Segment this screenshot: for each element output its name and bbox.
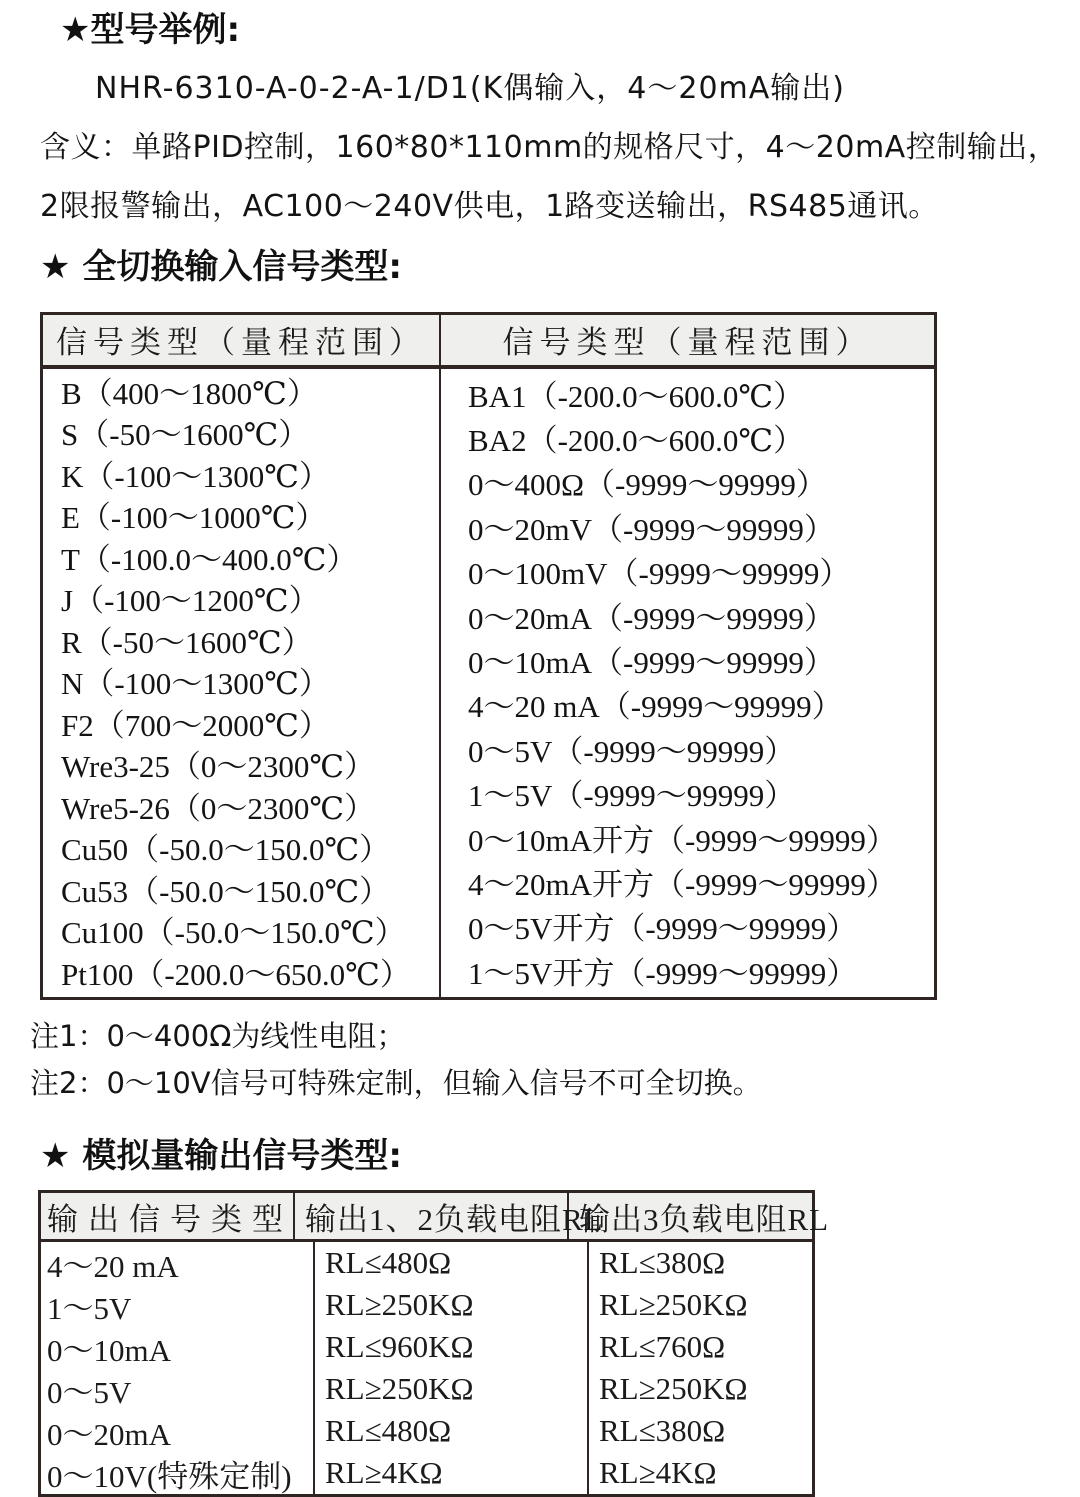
load-12-cell: RL≤480Ω — [315, 1410, 589, 1452]
table-row: Cu100（-50.0～150.0℃） — [61, 915, 406, 951]
load-3-cell: RL≥4KΩ — [599, 1455, 717, 1491]
table-row: 0～5V开方（-9999～99999） — [468, 911, 858, 947]
output-signal-cell: 1～5V — [41, 1284, 315, 1326]
output-table-header-signal-type: 输出信号类型 — [41, 1193, 295, 1239]
table-row: Wre5-26（0～2300℃） — [61, 790, 376, 826]
note-1: 注1：0～400Ω为线性电阻； — [30, 1018, 406, 1053]
output-table-header-row — [41, 1193, 830, 1242]
output-signal-cell: 0～10mA — [41, 1326, 315, 1368]
table-row — [41, 1452, 812, 1494]
table-row: 0～20mA（-9999～99999） — [468, 600, 835, 636]
table-row: Pt100（-200.0～650.0℃） — [61, 956, 411, 992]
table-row: K（-100～1300℃） — [61, 458, 330, 494]
output-signal-cell: 0～20mA — [41, 1410, 315, 1452]
load-12-cell: RL≥4KΩ — [315, 1452, 589, 1494]
output-signal-cell: 4～20 mA — [41, 1242, 315, 1284]
load-12-cell: RL≥250KΩ — [315, 1284, 589, 1326]
load-3-cell: RL≤760Ω — [599, 1329, 726, 1365]
table-row: 1～5V开方（-9999～99999） — [468, 955, 858, 991]
model-code-line: NHR-6310-A-0-2-A-1/D1(K偶输入，4～20mA输出) — [95, 70, 845, 106]
load-12-cell: RL≥250KΩ — [315, 1368, 589, 1410]
table-row: BA1（-200.0～600.0℃） — [468, 378, 805, 414]
table-row: 4～20mA开方（-9999～99999） — [468, 867, 897, 903]
table-row — [41, 1368, 812, 1410]
input-table-header-left: 信号类型（量程范围） — [43, 315, 441, 365]
load-3-cell: RL≤380Ω — [599, 1413, 726, 1449]
table-row: E（-100～1000℃） — [61, 500, 327, 536]
table-row: F2（700～2000℃） — [61, 707, 330, 743]
output-table-header-load-12: 输出1、2负载电阻RL — [295, 1193, 569, 1239]
description-line-1: 含义：单路PID控制，160*80*110mm的规格尺寸，4～20mA控制输出， — [40, 129, 1059, 165]
table-row: Wre3-25（0～2300℃） — [61, 749, 376, 785]
note-2: 注2：0～10V信号可特殊定制，但输入信号不可全切换。 — [30, 1065, 762, 1100]
output-signal-cell: 0～10V(特殊定制) — [41, 1452, 315, 1494]
load-3-cell: RL≥250KΩ — [599, 1287, 748, 1323]
table-row: 1～5V（-9999～99999） — [468, 778, 796, 814]
load-3-cell: RL≤380Ω — [599, 1245, 726, 1281]
load-12-cell: RL≤960KΩ — [315, 1326, 589, 1368]
table-row: Cu50（-50.0～150.0℃） — [61, 832, 391, 868]
section-title-input-signal-types: ★ 全切换输入信号类型: — [40, 246, 402, 287]
input-table-right-column — [441, 369, 934, 997]
output-table-header-load-3: 输出3负载电阻RL — [579, 1201, 830, 1237]
table-row: 0～10mA（-9999～99999） — [468, 645, 835, 681]
table-row — [41, 1326, 812, 1368]
table-row: 4～20 mA（-9999～99999） — [468, 689, 843, 725]
section-title-output-signal-types: ★ 模拟量输出信号类型: — [40, 1135, 402, 1176]
table-row: 0～400Ω（-9999～99999） — [468, 467, 827, 503]
table-row: 0～100mV（-9999～99999） — [468, 556, 851, 592]
input-signal-table — [40, 312, 937, 1000]
table-row: 0～5V（-9999～99999） — [468, 733, 796, 769]
input-signal-table-header-row — [43, 315, 934, 369]
input-table-left-column — [43, 369, 441, 997]
table-row: 0～10mA开方（-9999～99999） — [468, 822, 897, 858]
table-row: N（-100～1300℃） — [61, 666, 330, 702]
output-signal-cell: 0～5V — [41, 1368, 315, 1410]
table-row: Cu53（-50.0～150.0℃） — [61, 873, 391, 909]
section-title-model-example: ★型号举例: — [60, 10, 241, 50]
table-row — [41, 1284, 812, 1326]
table-row — [41, 1242, 812, 1284]
table-row: R（-50～1600℃） — [61, 624, 313, 660]
load-3-cell: RL≥250KΩ — [599, 1371, 748, 1407]
load-12-cell: RL≤480Ω — [315, 1242, 589, 1284]
description-line-2: 2限报警输出，AC100～240V供电，1路变送输出，RS485通讯。 — [40, 188, 939, 224]
table-row: BA2（-200.0～600.0℃） — [468, 423, 805, 458]
table-row: B（400～1800℃） — [61, 375, 318, 411]
table-row — [41, 1410, 812, 1452]
input-table-header-right: 信号类型（量程范围） — [502, 325, 873, 361]
table-row: J（-100～1200℃） — [61, 583, 320, 619]
table-row: T（-100.0～400.0℃） — [61, 541, 358, 577]
table-row: S（-50～1600℃） — [61, 417, 310, 453]
output-signal-table — [38, 1190, 830, 1497]
datasheet-page — [0, 10, 1080, 1494]
input-signal-table-body — [43, 369, 934, 997]
table-row: 0～20mV（-9999～99999） — [468, 511, 835, 547]
